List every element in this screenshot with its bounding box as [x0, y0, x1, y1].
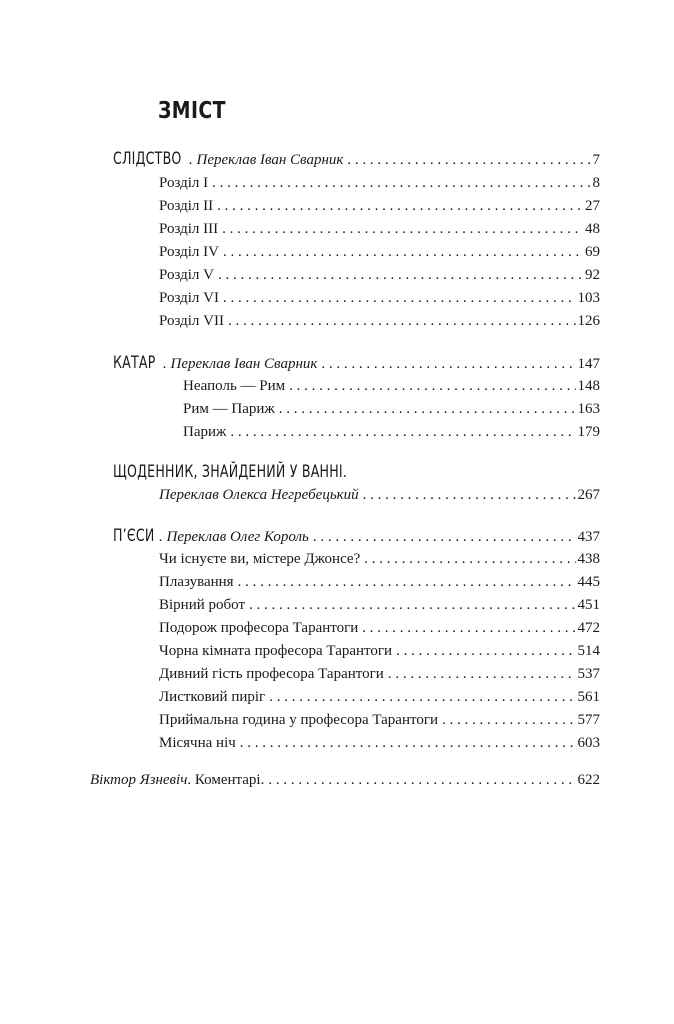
page-number: 163 [577, 401, 600, 417]
commentary-title: . Коментарі. [187, 772, 265, 788]
leader-dots [363, 485, 576, 505]
toc-entry[interactable] [159, 265, 600, 287]
leader-dots [240, 733, 576, 753]
section-heading: СЛІДСТВО [113, 149, 182, 169]
toc-entry-shchodennyk[interactable] [159, 485, 600, 507]
section-label [113, 353, 317, 374]
page-number: 437 [577, 529, 600, 545]
toc-entry[interactable] [159, 572, 600, 594]
entry-label: Чи існуєте ви, містере Джонсе? [159, 551, 361, 567]
page-number: 603 [577, 735, 600, 751]
section-label [113, 526, 309, 547]
page-title: ЗМІСТ [158, 98, 226, 124]
page-number: 147 [577, 356, 600, 372]
page-number: 267 [577, 487, 600, 503]
toc-entry-katar[interactable] [113, 353, 600, 375]
toc-entry[interactable] [159, 664, 600, 686]
translator-credit: . Переклав Іван Сварник [163, 356, 318, 372]
toc-entry-piesy[interactable] [113, 526, 600, 548]
leader-dots [268, 770, 575, 790]
toc-entry[interactable] [183, 399, 600, 421]
commentary-label [90, 770, 264, 790]
page-number: 148 [577, 378, 600, 394]
page-number: 577 [577, 712, 600, 728]
entry-label: Вірний робот [159, 597, 245, 613]
leader-dots [313, 527, 576, 547]
leader-dots [321, 354, 575, 374]
section-heading: П’ЄСИ [113, 526, 155, 546]
section-heading: ЩОДЕННИК, ЗНАЙДЕНИЙ У ВАННІ. [113, 462, 348, 482]
entry-label: Листковий пиріг [159, 689, 266, 705]
entry-label: Чорна кімната професора Тарантоги [159, 643, 393, 659]
entry-label: Розділ ІІІ [159, 221, 219, 237]
leader-dots [212, 173, 590, 193]
translator-credit: . Переклав Олег Король [159, 529, 309, 545]
toc-entry[interactable] [159, 311, 600, 333]
entry-label: Неаполь — Рим [183, 378, 286, 394]
leader-dots [269, 687, 575, 707]
leader-dots [228, 311, 576, 331]
page-number: 7 [592, 152, 600, 168]
entry-label: Подорож професора Тарантоги [159, 620, 359, 636]
leader-dots [218, 265, 583, 285]
entry-label: Розділ IV [159, 244, 219, 260]
leader-dots [238, 572, 576, 592]
section-heading: КАТАР [113, 353, 156, 373]
leader-dots [230, 422, 575, 442]
toc-entry[interactable] [159, 710, 600, 732]
entry-label: Дивний гість професора Тарантоги [159, 666, 384, 682]
page-number: 27 [585, 198, 600, 214]
leader-dots [223, 288, 576, 308]
leader-dots [442, 710, 575, 730]
leader-dots [388, 664, 576, 684]
page-number: 438 [577, 551, 600, 567]
toc-entry[interactable] [183, 376, 600, 398]
page-number: 92 [585, 267, 600, 283]
page-number: 126 [577, 313, 600, 329]
toc-entry[interactable] [159, 595, 600, 617]
translator-credit: Переклав Олекса Негребецький [159, 487, 359, 503]
leader-dots [289, 376, 575, 396]
toc-heading-shchodennyk[interactable] [113, 462, 600, 484]
commentary-author: Віктор Язневіч [90, 772, 188, 788]
section-label [113, 149, 343, 170]
toc-entry[interactable] [159, 641, 600, 663]
leader-dots [217, 196, 583, 216]
leader-dots [347, 150, 590, 170]
entry-label: Рим — Париж [183, 401, 275, 417]
page-number: 179 [577, 424, 600, 440]
page-number: 445 [577, 574, 600, 590]
entry-label: Плазування [159, 574, 234, 590]
page-number: 451 [577, 597, 600, 613]
entry-label: Розділ ІІ [159, 198, 214, 214]
toc-entry[interactable] [159, 687, 600, 709]
page-number: 48 [585, 221, 600, 237]
page-number: 514 [577, 643, 600, 659]
leader-dots [223, 242, 583, 262]
page-number: 8 [592, 175, 600, 191]
toc-entry[interactable] [159, 618, 600, 640]
page-number: 472 [577, 620, 600, 636]
leader-dots [396, 641, 575, 661]
toc-entry[interactable] [159, 242, 600, 264]
page-number: 537 [577, 666, 600, 682]
toc-entry[interactable] [159, 288, 600, 310]
entry-label: Місячна ніч [159, 735, 236, 751]
toc-entry[interactable] [183, 422, 600, 444]
toc-entry[interactable] [159, 219, 600, 241]
leader-dots [279, 399, 576, 419]
toc-entry-slidstvo[interactable] [113, 149, 600, 171]
leader-dots [249, 595, 576, 615]
toc-entry-commentary[interactable] [90, 770, 600, 792]
toc-entry[interactable] [159, 549, 600, 571]
entry-label: Приймальна година у професора Тарантоги [159, 712, 439, 728]
leader-dots [362, 618, 575, 638]
entry-label: Париж [183, 424, 227, 440]
leader-dots [222, 219, 583, 239]
leader-dots [364, 549, 575, 569]
entry-label: Розділ VI [159, 290, 219, 306]
page-number: 103 [577, 290, 600, 306]
translator-credit: . Переклав Іван Сварник [189, 152, 344, 168]
page-number: 622 [577, 772, 600, 788]
toc-entry[interactable] [159, 196, 600, 218]
page-number: 69 [585, 244, 600, 260]
entry-label: Розділ VII [159, 313, 224, 329]
entry-label: Розділ І [159, 175, 209, 191]
page-number: 561 [577, 689, 600, 705]
toc-entry[interactable] [159, 733, 600, 755]
toc-entry[interactable] [159, 173, 600, 195]
entry-label: Розділ V [159, 267, 214, 283]
